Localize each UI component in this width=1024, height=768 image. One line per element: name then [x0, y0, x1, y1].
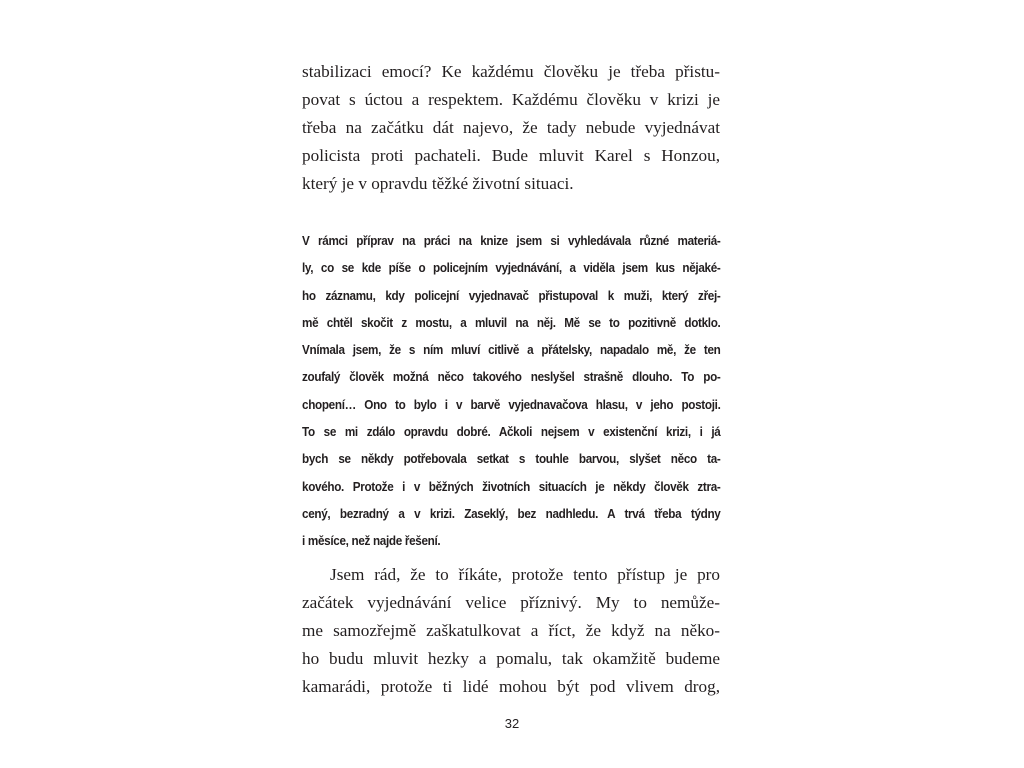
- text-line: i měsíce, než najde řešení.: [302, 534, 441, 549]
- page-number: 32: [504, 716, 520, 731]
- text-line: ly, co se kde píše o policejním vyjednávání, a viděla jsem kus nějaké-: [302, 261, 721, 276]
- question-paragraph: [302, 228, 720, 556]
- text-line: To se mi zdálo opravdu dobré. Ačkoli nejsem v existenční krizi, i já: [302, 425, 721, 440]
- text-line: kamarádi, protože ti lidé mohou být pod vlivem drog,: [302, 677, 720, 696]
- text-line: stabilizaci emocí? Ke každému člověku je třeba přistu-: [302, 62, 720, 81]
- text-line: bych se někdy potřebovala setkat s touhle barvou, slyšet něco ta-: [302, 452, 721, 467]
- text-line: začátek vyjednávání velice příznivý. My to nemůže-: [302, 593, 720, 612]
- text-line: ho budu mluvit hezky a pomalu, tak okamžitě budeme: [302, 649, 720, 668]
- answer-paragraph-2: [302, 561, 720, 701]
- answer-paragraph-1: [302, 58, 720, 198]
- text-line: ho záznamu, kdy policejní vyjednavač přistupoval k muži, který zřej-: [302, 288, 721, 303]
- text-line: kového. Protože i v běžných životních situacích je někdy člověk ztra-: [302, 479, 721, 494]
- text-line: me samozřejmě zaškatulkovat a říct, že když na něko-: [302, 621, 720, 640]
- text-line: Vnímala jsem, že s ním mluví citlivě a přátelsky, napadalo mě, že ten: [302, 343, 721, 358]
- text-line: Jsem rád, že to říkáte, protože tento přístup je pro: [330, 565, 720, 584]
- text-line: mě chtěl skočit z mostu, a mluvil na něj. Mě se to pozitivně dotklo.: [302, 315, 721, 330]
- text-line: zoufalý člověk možná něco takového neslyšel strašně dlouho. To po-: [302, 370, 721, 385]
- text-line: třeba na začátku dát najevo, že tady nebude vyjednávat: [302, 118, 720, 137]
- text-line: chopení… Ono to bylo i v barvě vyjednavačova hlasu, v jeho postoji.: [302, 397, 721, 412]
- text-line: který je v opravdu těžké životní situaci.: [302, 174, 574, 193]
- text-line: V rámci příprav na práci na knize jsem si vyhledávala různé materiá-: [302, 234, 721, 248]
- text-line: povat s úctou a respektem. Každému člověku v krizi je: [302, 90, 720, 109]
- text-line: cený, bezradný a v krizi. Zaseklý, bez nadhledu. A trvá třeba týdny: [302, 506, 721, 521]
- text-line: policista proti pachateli. Bude mluvit Karel s Honzou,: [302, 146, 720, 165]
